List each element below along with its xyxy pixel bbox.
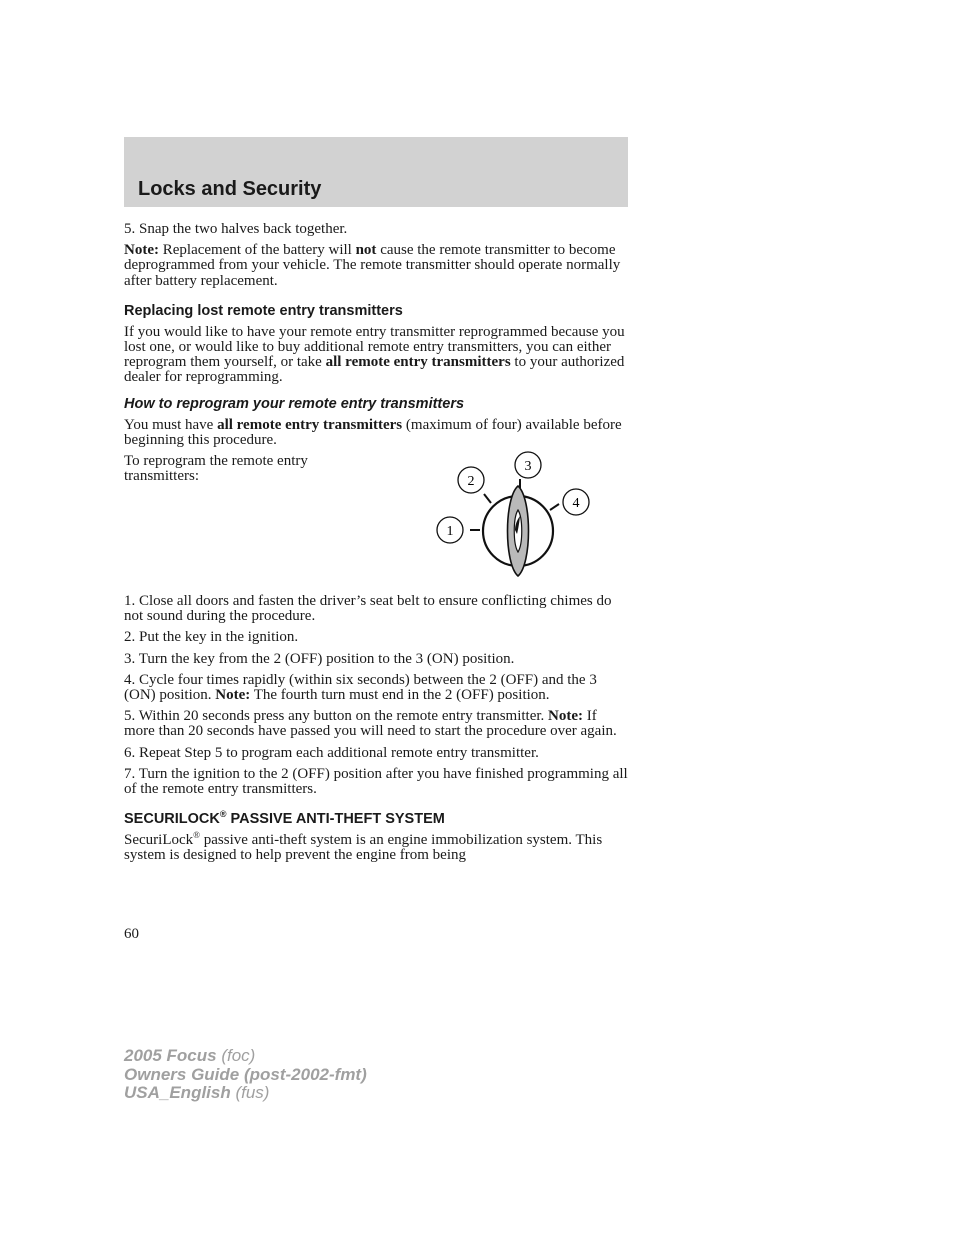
heading-securilock: SECURILOCK® PASSIVE ANTI-THEFT SYSTEM xyxy=(124,809,445,828)
footer-line-3: USA_English (fus) xyxy=(124,1083,270,1102)
reprogram-step-2: 2. Put the key in the ignition. xyxy=(124,629,299,646)
reprogram-step-1: 1. Close all doors and fasten the driver’s seat belt to ensure conflicting chimes do not sound during the procedure. xyxy=(124,593,612,625)
ignition-figure-row xyxy=(124,454,630,594)
position-4-tick xyxy=(550,504,559,510)
reprogram-requirement: You must have all remote entry transmitters (maximum of four) available before beginning this procedure. xyxy=(124,416,622,448)
reprogram-step-7: 7. Turn the ignition to the 2 (OFF) position after you have finished programming all of the remote entry transmitters. xyxy=(124,765,628,798)
page-content xyxy=(124,222,630,870)
reprogram-step-4: 4. Cycle four times rapidly (within six seconds) between the 2 (OFF) and the 3 (ON) position. Note: The fourth turn must end in the 2 (OFF) position. xyxy=(124,671,597,704)
securilock-paragraph: SecuriLock® passive anti-theft system is an engine immobilization system. This system is designed to help prevent the engine from being xyxy=(124,830,603,864)
footer-line-2: Owners Guide (post-2002-fmt) xyxy=(124,1064,367,1084)
reprogram-lead: To reprogram the remote entry transmitters: xyxy=(124,453,308,485)
ignition-diagram xyxy=(424,448,594,578)
replacing-paragraph: If you would like to have your remote entry transmitter reprogrammed because you lost one, or would like to buy additional remote entry transmitters, you can either reprogram them yourself, or take all remote entry transmitters to your authorized dealer for reprogramming. xyxy=(124,323,625,386)
section-title: Locks and Security xyxy=(138,178,322,200)
reprogram-step-6: 6. Repeat Step 5 to program each additional remote entry transmitter. xyxy=(124,744,539,761)
document-footer xyxy=(124,1047,367,1103)
footer-line-1: 2005 Focus (foc) xyxy=(124,1046,256,1065)
position-1-label: 1 xyxy=(446,524,454,540)
page-number: 60 xyxy=(124,926,139,942)
battery-step-5: 5. Snap the two halves back together. xyxy=(124,221,348,237)
heading-how-to-reprogram: How to reprogram your remote entry transmitters xyxy=(124,395,465,412)
note-label: Note: xyxy=(124,242,159,259)
battery-note: Note: Replacement of the battery will not cause the remote transmitter to become deprogrammed from your vehicle. The remote transmitter should operate normally after battery replacement. xyxy=(124,242,621,289)
position-2-tick xyxy=(484,494,491,503)
reprogram-step-3: 3. Turn the key from the 2 (OFF) position to the 3 (ON) position. xyxy=(124,650,515,667)
position-3-label: 3 xyxy=(524,459,532,475)
position-2-label: 2 xyxy=(467,474,475,490)
heading-replacing-lost-transmitters: Replacing lost remote entry transmitters xyxy=(124,302,403,319)
section-header-band xyxy=(124,137,628,207)
position-4-label: 4 xyxy=(572,496,580,512)
reprogram-step-5: 5. Within 20 seconds press any button on the remote entry transmitter. Note: If more than 20 seconds have passed you will need to start the procedure over again. xyxy=(124,708,617,740)
